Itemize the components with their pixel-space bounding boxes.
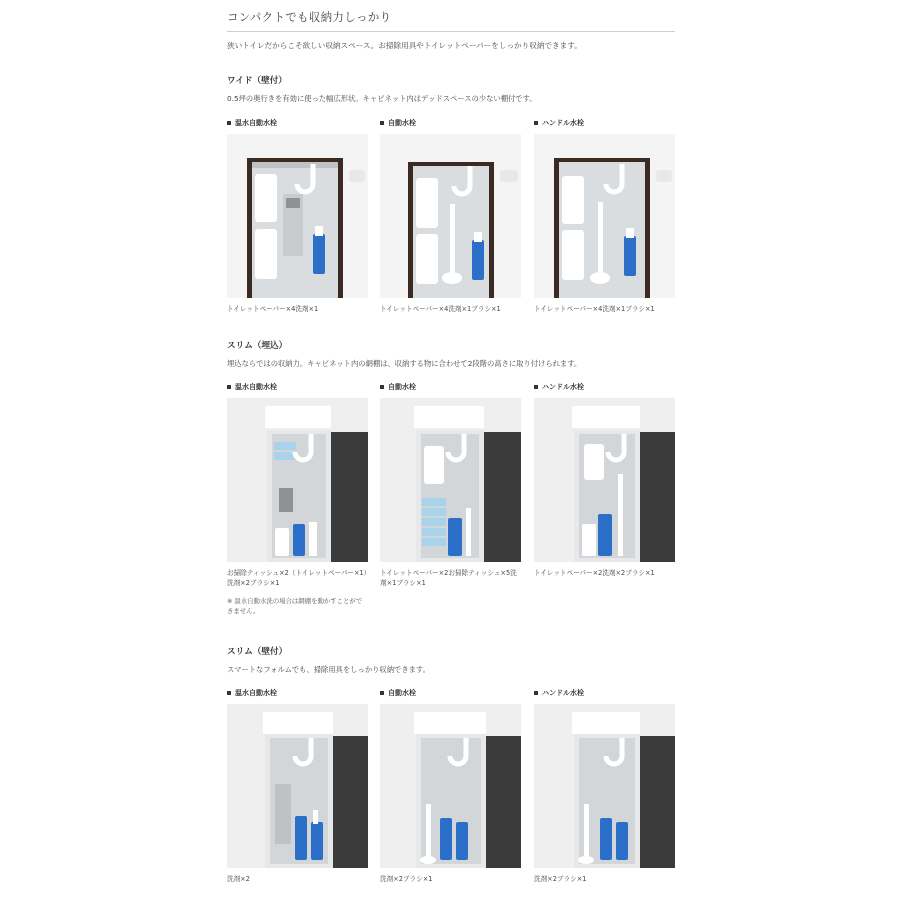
cabinet-photo: [534, 704, 675, 868]
cabinet-photo: [534, 398, 675, 562]
item-caption: 洗剤×2ブラシ×1: [380, 875, 433, 883]
item-label: 自動水栓: [380, 118, 521, 130]
cabinet-photo: [380, 134, 521, 298]
item-label: 温水自動水栓: [227, 382, 368, 394]
section-description: スマートなフォルムでも、掃除用具をしっかり収納できます。: [227, 665, 430, 674]
item-label: 温水自動水栓: [227, 688, 368, 700]
cabinet-photo: [380, 398, 521, 562]
section-title: ワイド（壁付）: [227, 76, 287, 86]
section-description: 0.5坪の奥行きを有効に使った幅広形状。キャビネット内はデッドスペースの少ない棚付です。: [227, 94, 537, 103]
item-caption: 洗剤×2ブラシ×1: [534, 875, 587, 883]
item-card: [227, 688, 368, 884]
item-card: [380, 118, 521, 314]
section-slim-recessed: [227, 339, 677, 629]
item-card: [534, 382, 675, 578]
section-title: スリム（埋込）: [227, 341, 288, 351]
item-caption: 洗剤×2: [227, 875, 250, 883]
section-title: スリム（壁付）: [227, 647, 288, 657]
item-caption: トイレットペーパー×2お掃除ティッシュ×5洗剤×1ブラシ×1: [380, 569, 517, 587]
item-caption: トイレットペーパー×4洗剤×1ブラシ×1: [380, 305, 501, 313]
cabinet-photo: [227, 704, 368, 868]
item-card: [380, 688, 521, 884]
intro-text: 狭いトイレだからこそ欲しい収納スペース。お掃除用具やトイレットペーパーをしっかり収納できます。: [227, 41, 582, 50]
item-card: [534, 688, 675, 884]
section-wide: [227, 74, 677, 324]
item-card: [534, 118, 675, 314]
page-title: コンパクトでも収納力しっかり: [227, 9, 675, 32]
section-slim-wall: [227, 645, 677, 895]
item-caption: お掃除ティッシュ×2（トイレットペーパー×1）洗剤×2ブラシ×1: [227, 569, 368, 587]
item-note: ※ 温水自動水洗の場合は網棚を動かすことができません。: [227, 597, 363, 615]
cabinet-photo: [380, 704, 521, 868]
item-card: [227, 118, 368, 314]
item-label: ハンドル水栓: [534, 382, 675, 394]
item-label: ハンドル水栓: [534, 118, 675, 130]
item-label: 自動水栓: [380, 688, 521, 700]
item-card: [380, 382, 521, 588]
item-caption: トイレットペーパー×2洗剤×2ブラシ×1: [534, 569, 655, 577]
cabinet-photo: [227, 398, 368, 562]
item-label: ハンドル水栓: [534, 688, 675, 700]
cabinet-photo: [534, 134, 675, 298]
item-caption: トイレットペーパー×4洗剤×1ブラシ×1: [534, 305, 655, 313]
item-label: 自動水栓: [380, 382, 521, 394]
item-label: 温水自動水栓: [227, 118, 368, 130]
item-card: [227, 382, 368, 616]
item-caption: トイレットペーパー×4洗剤×1: [227, 305, 319, 313]
section-description: 埋込ならではの収納力。キャビネット内の網棚は、収納する物に合わせて2段階の高さに取り付けられます。: [227, 359, 582, 368]
cabinet-photo: [227, 134, 368, 298]
